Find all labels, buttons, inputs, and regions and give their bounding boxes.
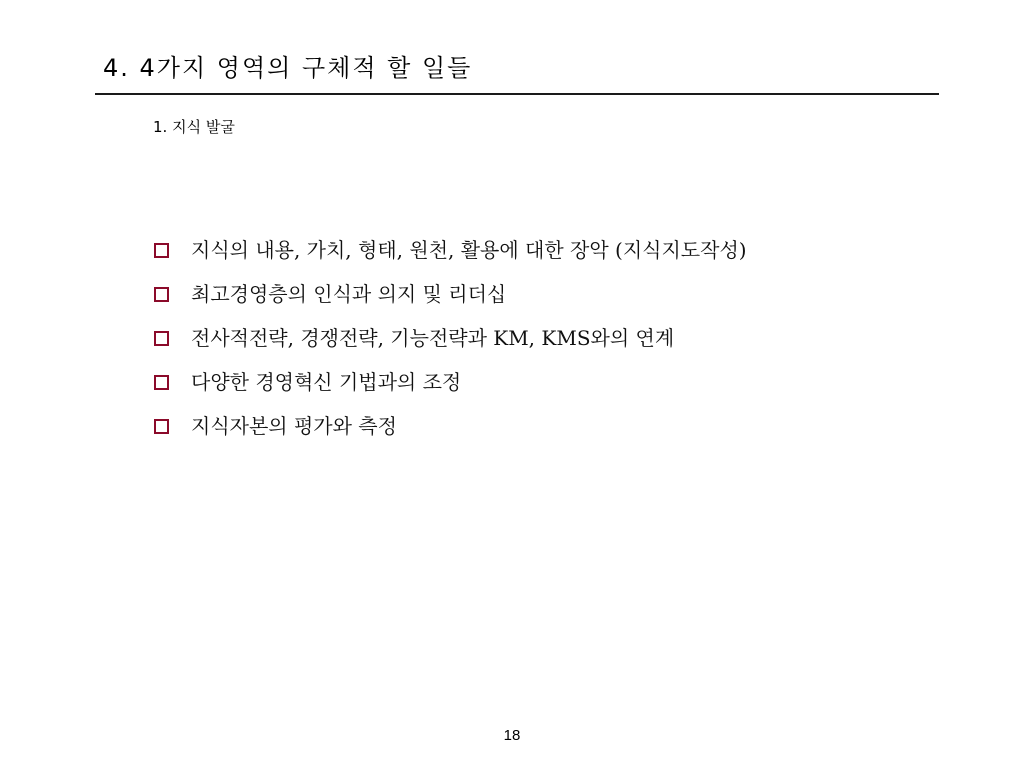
bullet-text: 다양한 경영혁신 기법과의 조정 — [191, 370, 462, 394]
bullet-item — [152, 228, 747, 272]
slide-title: 4. 4가지 영역의 구체적 할 일들 — [103, 54, 473, 82]
bullet-text: 최고경영층의 인식과 의지 및 리더십 — [191, 282, 507, 306]
square-bullet-icon — [154, 375, 169, 390]
square-bullet-icon — [154, 243, 169, 258]
bullet-item — [152, 360, 747, 404]
bullet-item — [152, 316, 747, 360]
bullet-item — [152, 272, 747, 316]
page-number: 18 — [503, 727, 521, 744]
bullet-text: 지식자본의 평가와 측정 — [191, 414, 397, 438]
bullet-item — [152, 404, 747, 448]
section-subtitle: 1. 지식 발굴 — [153, 118, 235, 136]
bullet-text: 전사적전략, 경쟁전략, 기능전략과 KM, KMS와의 연계 — [191, 326, 675, 350]
bullet-list — [152, 228, 747, 448]
bullet-text: 지식의 내용, 가치, 형태, 원천, 활용에 대한 장악 (지식지도작성) — [191, 238, 747, 262]
title-divider — [95, 93, 939, 95]
square-bullet-icon — [154, 287, 169, 302]
square-bullet-icon — [154, 331, 169, 346]
square-bullet-icon — [154, 419, 169, 434]
